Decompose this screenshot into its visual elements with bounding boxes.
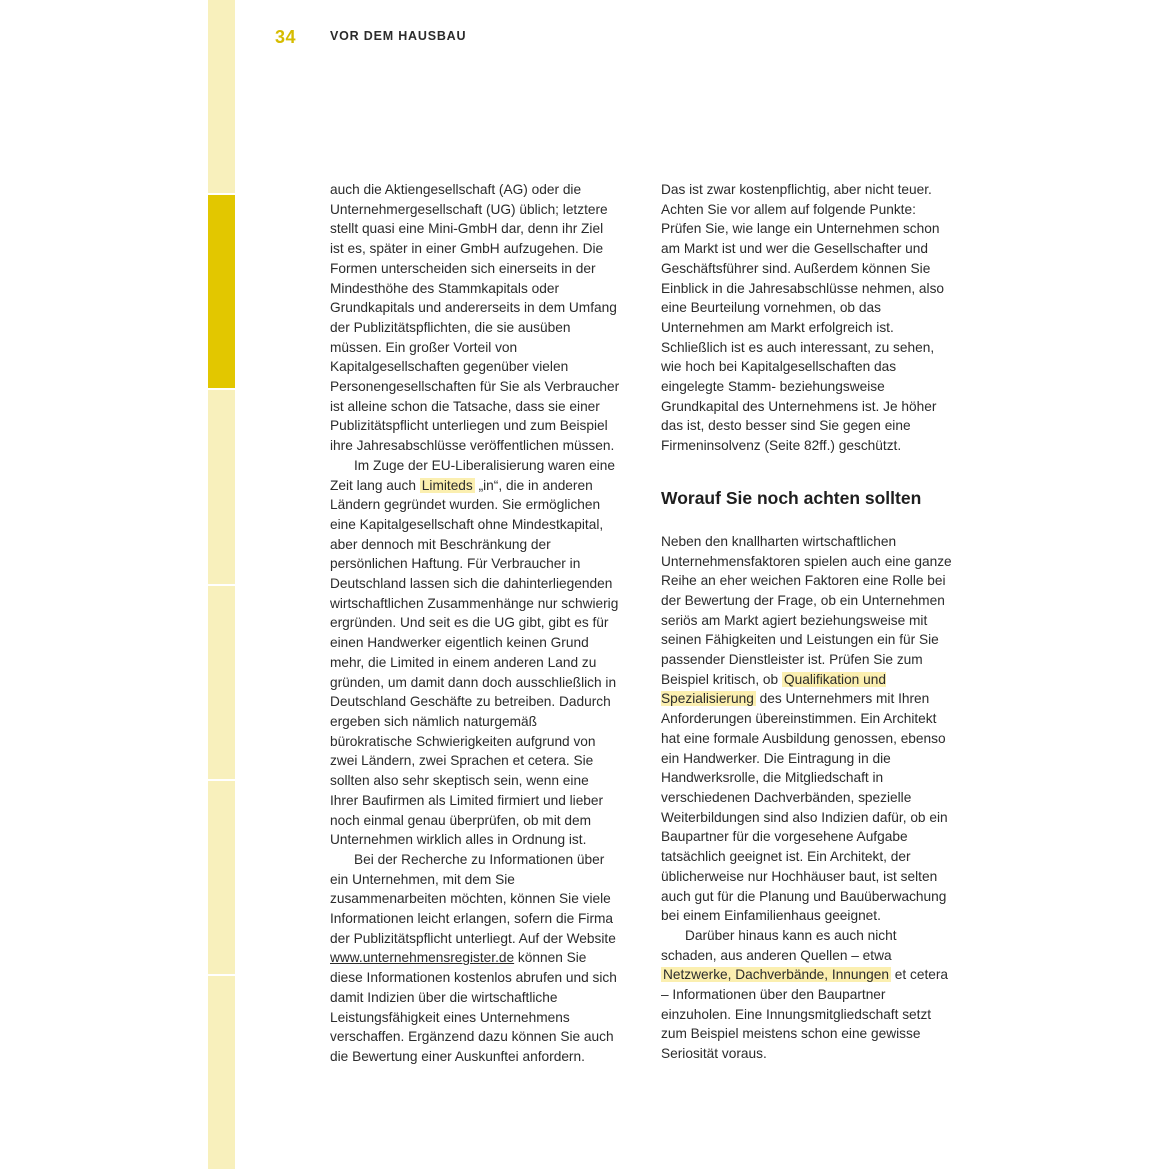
- paragraph: [330, 850, 620, 1067]
- chapter-tab-active: [208, 195, 235, 390]
- page-number: 34: [275, 27, 297, 47]
- paragraph: auch die Aktiengesellschaft (AG) oder die Unternehmergesellschaft (UG) üblich; letztere stellt quasi eine Mini-GmbH dar, denn ihr Ziel ist es, später in einer GmbH aufzugehen. Die Formen unterscheiden sich einerseits in der Mindesthöhe des Stammkapitals oder Grundkapitals und andererseits in dem Umfang der Publizitätspflichten, die sie ausüben müssen. Ein großer Vorteil von Kapitalgesellschaften gegenüber vielen Personengesellschaften für Sie als Verbraucher ist alleine schon die Tatsache, dass sie einer Publizitätspflicht unterliegen und zum Beispiel ihre Jahresabschlüsse veröffentlichen müssen.: [330, 182, 620, 454]
- text-run: et cetera – Informationen über den Baupartner einzuholen. Eine Innungsmitgliedschaft setzt zum Beispiel meistens schon eine gewisse Seriosität voraus.: [661, 967, 949, 1062]
- paragraph: Das ist zwar kostenpflichtig, aber nicht teuer. Achten Sie vor allem auf folgende Punkte: Prüfen Sie, wie lange ein Unternehmen schon am Markt ist und wer die Gesellschafter und Geschäftsführer sind. Außerdem können Sie Einblick in die Jahresabschlüsse nehmen, also eine Beurteilung vornehmen, ob das Unternehmen am Markt erfolgreich ist. Schließlich ist es auch interessant, zu sehen, wie hoch bei Kapitalgesellschaften das eingelegte Stamm- beziehungsweise Grundkapital des Unternehmens ist. Je höher das ist, desto besser sind Sie gegen eine Firmeninsolvenz (Seite 82ff.) geschützt.: [661, 182, 945, 454]
- left-column: [330, 180, 620, 1067]
- text-run: Darüber hinaus kann es auch nicht schaden, aus anderen Quellen – etwa: [661, 927, 897, 963]
- text-run: Im Zuge der EU-Liberalisierung waren eine Zeit lang auch: [330, 457, 615, 493]
- chapter-tab: [208, 781, 235, 976]
- paragraph: [661, 532, 953, 926]
- text-run: des Unternehmers mit Ihren Anforderungen übereinstimmen. Ein Architekt hat eine formale Ausbildung genossen, ebenso ein Handwerker. Die Eintragung in die Handwerksrolle, die Mitgliedschaft in verschiedenen Dachverbänden, spezielle Weiterbildungen sind also Indizien dafür, ob ein Baupartner für die vorgesehene Aufgabe tatsächlich geeignet ist. Ein Architekt, der üblicherweise nur Hochhäuser baut, ist selten auch gut für die Planung und Bauüberwachung bei einem Einfamilienhaus geeignet.: [661, 691, 948, 924]
- chapter-side-strip: [208, 0, 235, 1169]
- highlighted-term: Limiteds: [421, 477, 473, 493]
- section-heading: Worauf Sie noch achten sollten: [661, 487, 922, 508]
- chapter-tab: [208, 0, 235, 195]
- paragraph: [330, 456, 620, 850]
- chapter-tab: [208, 976, 235, 1169]
- running-head: VOR DEM HAUSBAU: [330, 29, 467, 43]
- chapter-tab: [208, 586, 235, 781]
- right-column: [661, 180, 953, 1064]
- highlighted-term: Qualifikation und Spezialisierung: [661, 671, 886, 707]
- highlighted-term: Netzwerke, Dachverbände, Innungen: [663, 967, 889, 983]
- paragraph: [661, 926, 953, 1064]
- text-run: können Sie diese Informationen kostenlos abrufen und sich damit Indizien über die wirtschaftliche Leistungsfähigkeit eines Unternehmens verschaffen. Ergänzend dazu können Sie auch die Bewertung einer Auskunftei anfordern.: [330, 950, 617, 1064]
- text-run: Bei der Recherche zu Informationen über ein Unternehmen, mit dem Sie zusammenarbeiten möchten, können Sie viele Informationen leicht erlangen, sofern die Firma der Publizitätspflicht unterliegt. Auf der Website: [330, 851, 616, 946]
- text-run: Neben den knallharten wirtschaftlichen Unternehmensfaktoren spielen auch eine ganze Reihe an eher weichen Faktoren eine Rolle bei der Bewertung der Frage, ob ein Unternehmen seriös am Markt agiert beziehungsweise mit seinen Fähigkeiten und Leistungen ein für Sie passender Dienstleister ist. Prüfen Sie zum Beispiel kritisch, ob: [661, 533, 952, 687]
- text-run: „in“, die in anderen Ländern gegründet wurden. Sie ermöglichen eine Kapitalgesellschaft ohne Mindestkapital, aber dennoch mit Beschränkung der persönlichen Haftung. Für Verbraucher in Deutschland lassen sich die dahinterliegenden wirtschaftlichen Zusammenhänge nur schwierig ergründen. Und seit es die UG gibt, gibt es für einen Handwerker eigentlich keinen Grund mehr, die Limited in einem anderen Land zu gründen, um damit dann doch ausschließlich in Deutschland Geschäfte zu betreiben. Dadurch ergeben sich nämlich naturgemäß bürokratische Schwierigkeiten aufgrund von zwei Ländern, zwei Sprachen et cetera. Sie sollten also sehr skeptisch sein, wenn eine Ihrer Baufirmen als Limited firmiert und lieber noch einmal genau überprüfen, ob mit dem Unternehmen wirklich alles in Ordnung ist.: [330, 477, 619, 848]
- website-link[interactable]: www.unternehmensregister.de: [330, 950, 515, 966]
- chapter-tab: [208, 390, 235, 585]
